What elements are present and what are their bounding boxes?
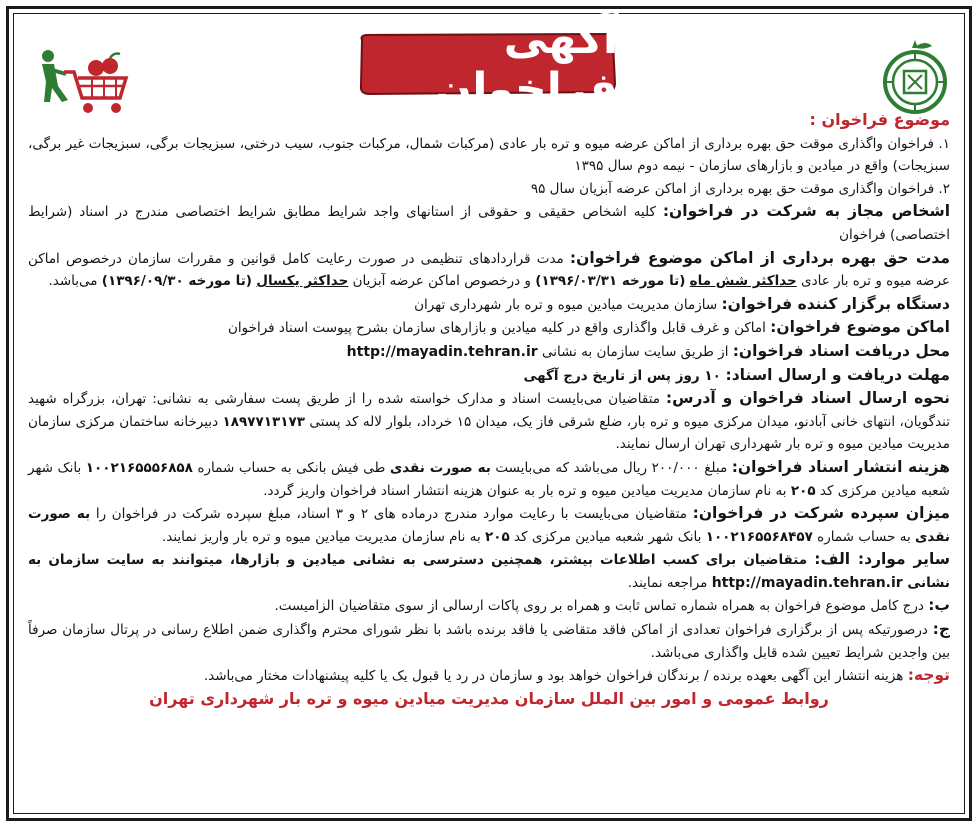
fee-label: هزینه انتشار اسناد فراخوان: [731,457,950,476]
receive-text: از طریق سایت سازمان به نشانی [537,343,733,360]
fee-text-b: طی فیش بانکی به حساب شماره [192,459,390,476]
advertisement-body [28,108,950,811]
note-label: توجه: [907,666,950,685]
fee-text-c: بانک شهر شعبه میادین مرکزی کد [28,459,950,499]
note-section [28,664,950,688]
receive-url-link[interactable]: http://mayadin.tehran.ir [346,343,538,360]
other-text-a: متقاضیان برای کسب اطلاعات بیشتر، همچنین دسترسی به نشانی میادین و بازارها، میتوانند به سایت سازمان به نشانی [28,552,950,591]
title-banner [356,13,618,115]
duration-label: مدت حق بهره برداری از اماکن موضوع فراخوان: [569,248,950,267]
other-url-link[interactable]: http://mayadin.tehran.ir [711,574,903,591]
places-text: اماکن و غرف قابل واگذاری واقع در کلیه میادین و بازارهای سازمان بشرح پیوست اسناد فراخوان [227,320,771,337]
deposit-text-b: به حساب شماره [812,528,916,545]
duration-text-a: مدت قراردادهای تنظیمی در صورت رعایت کامل قوانین و مقررات سازمان درخصوص اماکن عرضه میوه و تره بار عادی [28,250,950,290]
other-c-text: درصورتیکه پس از برگزاری فراخوان تعدادی از اماکن فاقد متقاضی یا فاقد برنده باشد با نظر شورای محترم واگذاری ضمن اطلاع رسانی در پرتال سازمان صرفاً بین واجدین شرایط تعیین شده قابل واگذاری می‌باشد. [28,622,950,661]
send-text-b: دبیرخانه ساختمان مرکزی سازمان مدیریت میادین میوه و تره بار شهرداری تهران ارسال نمایند. [28,413,950,453]
deposit-text-a: متقاضیان می‌بایست با رعایت موارد مندرج درماده های ۲ و ۳ اسناد، مبلغ سپرده شرکت در فراخوان را [90,506,693,523]
page-title: آگهی فراخوان [434,13,618,115]
deposit-account-number: ۱۰۰۲۱۶۵۵۶۸۴۵۷ [705,528,813,545]
other-b-label: ب: [928,596,950,615]
organizer-section [28,293,950,317]
fee-section [28,456,950,502]
deposit-label: میزان سپرده شرکت در فراخوان: [692,504,950,523]
header [14,13,964,115]
places-label: اماکن موضوع فراخوان: [770,318,950,337]
deadline-label: مهلت دریافت و ارسال اسناد: [725,365,950,384]
inner-frame [13,13,965,814]
postal-code: ۱۸۹۷۷۱۳۱۷۳ [222,413,305,430]
other-b-text: درج کامل موضوع فراخوان به همراه شماره تماس ثابت و همراه بر روی پاکات ارسالی از سوی متقاضیان الزامیست. [274,598,929,615]
subject-section [28,108,950,133]
receive-label: محل دریافت اسناد فراخوان: [732,341,950,360]
note-text: هزینه انتشار این آگهی بعهده برنده / برندگان فراخوان خواهد بود و سازمان در رد یا قبول یک یا کلیه پیشنهادات مختار می‌باشد. [203,668,908,685]
fee-account-number: ۱۰۰۲۱۶۵۵۵۶۸۵۸ [85,459,193,476]
other-item-b [28,594,950,618]
footer-signature: روابط عمومی و امور بین الملل سازمان مدیریت میادین میوه و تره بار شهرداری تهران [149,688,829,708]
other-c-label: ج: [932,620,950,639]
deposit-bold: به صورت نقدی [28,506,950,545]
eligible-text: کلیه اشخاص حقیقی و حقوقی از استانهای واجد شرایط مطابق شرایط اختصاصی مندرج در اسناد (شرایط اختصاصی) فراخوان [28,204,950,243]
duration-bold-a: حداکثر شش ماه [689,273,797,290]
fee-text-d: به نام سازمان مدیریت میادین میوه و تره بار به عنوان هزینه انتشار اسناد فراخوان واریز گردد. [263,482,791,499]
other-item-c [28,618,950,664]
duration-section [28,247,950,293]
other-text-b: مراجعه نمایند. [627,574,712,591]
duration-text-c: و درخصوص اماکن عرضه آبزیان [348,273,536,290]
send-label: نحوه ارسال اسناد فراخوان و آدرس: [665,389,950,408]
eligible-label: اشخاص مجاز به شرکت در فراخوان: [662,202,951,221]
eligible-section [28,200,950,246]
places-section [28,316,950,340]
organizer-label: دستگاه برگزار کننده فراخوان: [721,294,950,313]
deposit-text-c: بانک شهر شعبه میادین مرکزی کد [509,528,706,545]
other-section [28,548,950,594]
duration-bold-b: حداکثر یکسال [256,273,349,290]
deposit-text-d: به نام سازمان مدیریت میادین میوه و تره بار واریز نمایند. [161,528,485,545]
send-section [28,387,950,456]
deadline-section [28,364,950,388]
subject-item-1: ۱. فراخوان واگذاری موقت حق بهره برداری از اماکن عرضه میوه و تره بار عادی (مرکبات شمال، مرکبات جنوب، سیب درختی، سبزیجات برگی، سبزیجات غیر برگی، سبزیجات) واقع در میادین و بازارهای سازمان - نیمه دوم سال ۱۳۹۵ [28,135,950,175]
subject-label: موضوع فراخوان : [809,110,950,129]
tehran-municipality-logo [880,38,950,114]
duration-paren-a: (تا مورخه ۱۳۹۶/۰۳/۳۱) [535,273,686,290]
receive-section [28,340,950,364]
deposit-branch-code: ۲۰۵ [485,528,510,545]
subject-item-2: ۲. فراخوان واگذاری موقت حق بهره برداری از اماکن عرضه آبزیان سال ۹۵ [530,180,950,197]
fee-bold: به صورت نقدی [389,459,491,476]
other-label: سایر موارد: الف: [814,550,951,569]
deadline-text: ۱۰ روز پس از تاریخ درج آگهی [523,367,726,384]
deposit-section [28,502,950,548]
fee-text-a: مبلغ ۲۰۰/۰۰۰ ریال می‌باشد که می‌بایست [490,459,732,476]
duration-paren-b: (تا مورخه ۱۳۹۶/۰۹/۳۰) [101,273,252,290]
duration-text-d: می‌باشد. [48,273,102,290]
fee-branch-code: ۲۰۵ [790,482,816,499]
organizer-text: سازمان مدیریت میادین میوه و تره بار شهرداری تهران [414,296,722,313]
send-text-a: متقاضیان می‌بایست اسناد و مدارک خواسته شده را از طریق پست سفارشی به نشانی: تهران، بزرگراه شهید تندگویان، انتهای خانی آبادنو، میدان مرکزی میوه و تره بار، ضلع شرقی فاز یک، میدان ۱۵ خرداد، بلوار لاله کد پستی [28,391,950,430]
outer-frame [6,6,972,821]
